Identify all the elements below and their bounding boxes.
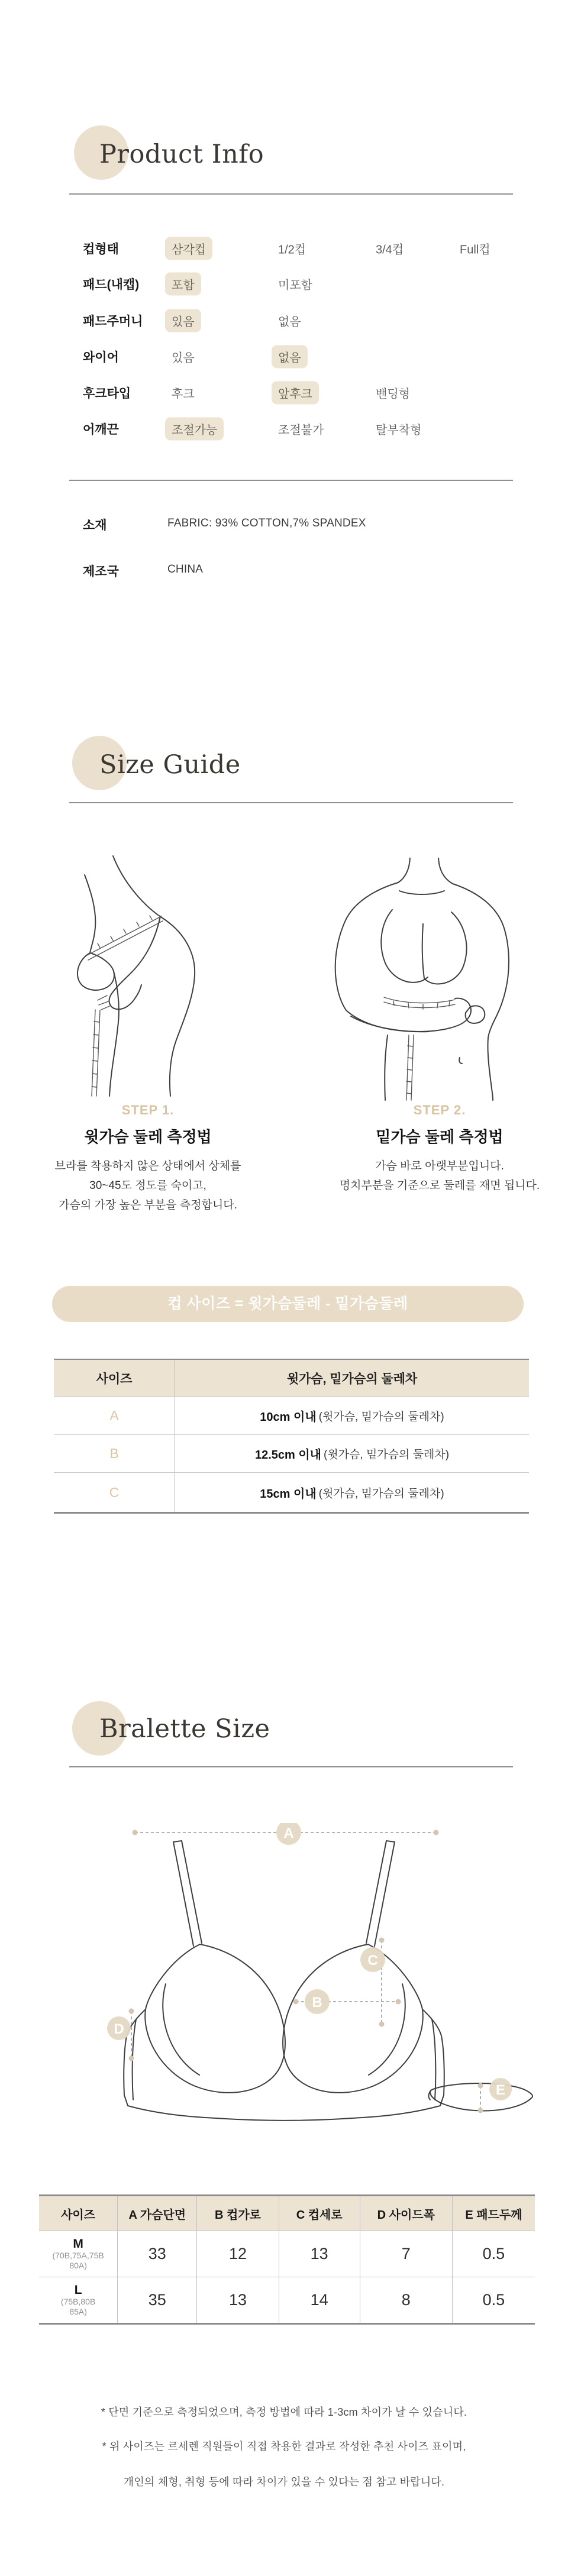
material-label: 소재	[83, 519, 107, 532]
step1-text-block	[21, 1103, 275, 1215]
size-name: M	[73, 2237, 83, 2251]
origin-label: 제조국	[83, 565, 119, 578]
step2-description: 가슴 바로 아랫부분입니다. 명치부분을 기준으로 둘레를 재면 됩니다.	[339, 1160, 540, 1192]
measurement-value: 35	[148, 2291, 166, 2309]
spec-option-selected: 삼각컵	[165, 237, 212, 260]
spec-option-selected: 앞후크	[272, 382, 319, 405]
svg-text:D: D	[114, 2021, 124, 2037]
measurement-value: 14	[310, 2291, 328, 2309]
cup-range-rest: (윗가슴, 밑가슴의 둘레차)	[318, 1411, 444, 1423]
size-sub: 80A)	[69, 2261, 87, 2270]
measurement-value: 13	[228, 2291, 247, 2309]
svg-text:A: A	[283, 1825, 294, 1841]
cup-range-rest: (윗가슴, 밑가슴의 둘레차)	[318, 1487, 444, 1500]
cup-range-rest: (윗가슴, 밑가슴의 둘레차)	[324, 1449, 450, 1461]
spec-row-pad	[0, 273, 568, 295]
table-header-row	[54, 1360, 529, 1397]
cup-range-bold: 10cm 이내	[260, 1411, 317, 1424]
column-header: 사이즈	[61, 2208, 96, 2222]
table-header-row	[39, 2196, 535, 2231]
spec-option: 있음	[172, 351, 195, 365]
column-header: E 패드두께	[465, 2208, 522, 2222]
cup-range-bold: 15cm 이내	[260, 1487, 317, 1501]
spec-option-selected: 있음	[165, 309, 201, 332]
dimension-badge-a	[276, 1823, 301, 1845]
spec-option: 탈부착형	[376, 424, 422, 437]
spec-option: 밴딩형	[376, 387, 410, 401]
spec-label: 후크타입	[83, 387, 131, 400]
step1-heading: 윗가슴 둘레 측정법	[84, 1128, 212, 1146]
spec-option: 없음	[278, 315, 301, 329]
section-divider	[69, 1766, 513, 1767]
measurement-value: 12	[228, 2245, 247, 2263]
spec-row-pad-pocket	[0, 310, 568, 331]
section-divider	[69, 802, 513, 803]
cup-letter: B	[109, 1446, 119, 1461]
column-header: A 가슴단면	[128, 2208, 186, 2222]
dimension-badge-e	[489, 2078, 512, 2100]
product-info-title: Product Info	[99, 140, 264, 169]
section-divider	[69, 480, 513, 481]
svg-text:E: E	[495, 2082, 506, 2098]
size-guide-title: Size Guide	[99, 750, 241, 780]
size-sub: (70B,75A,75B	[52, 2251, 104, 2260]
table-row	[54, 1397, 529, 1434]
measure-step1-illustration	[74, 855, 269, 1097]
svg-text:B: B	[312, 1995, 322, 2011]
column-header: B 컵가로	[215, 2208, 261, 2222]
table-row	[54, 1434, 529, 1472]
spec-option: 조절불가	[278, 424, 324, 437]
size-sub: 85A)	[69, 2307, 87, 2316]
svg-text:C: C	[367, 1953, 378, 1969]
spec-option-selected: 조절가능	[165, 418, 224, 441]
material-value: FABRIC: 93% COTTON,7% SPANDEX	[167, 517, 366, 529]
measure-step2-illustration	[322, 858, 524, 1103]
bralette-size-title: Bralette Size	[99, 1714, 270, 1744]
step2-text-block	[312, 1103, 567, 1195]
size-sub: (75B,80B	[60, 2297, 96, 2306]
spec-row-strap	[0, 418, 568, 439]
dimension-badge-c	[360, 1947, 385, 1972]
section-divider	[69, 193, 513, 195]
spec-option-selected: 포함	[165, 273, 201, 296]
cup-size-formula-banner: 컵 사이즈 = 윗가슴둘레 - 밑가슴둘레	[52, 1286, 524, 1322]
table-row-size-m	[39, 2231, 535, 2277]
spec-label: 패드(내캡)	[83, 278, 140, 292]
spec-option: 미포함	[278, 279, 312, 292]
spec-option: Full컵	[460, 243, 490, 257]
table-row-size-l	[39, 2277, 535, 2323]
size-name: L	[74, 2283, 82, 2297]
spec-label: 와이어	[83, 351, 119, 364]
column-header: 윗가슴, 밑가슴의 둘레차	[286, 1372, 418, 1386]
origin-value: CHINA	[167, 563, 204, 576]
cup-letter: C	[109, 1484, 120, 1500]
step2-heading: 밑가슴 둘레 측정법	[376, 1128, 504, 1146]
cup-range-bold: 12.5cm 이내	[254, 1449, 321, 1462]
dimension-badge-b	[305, 1989, 330, 2014]
spec-row-hook-type	[0, 382, 568, 403]
measurement-value: 0.5	[482, 2245, 505, 2263]
spec-option: 후크	[172, 387, 195, 401]
step1-description: 브라를 착용하지 않은 상태에서 상체를 30~45도 정도를 숙이고, 가슴의 가장 높은 부분을 측정합니다.	[54, 1160, 241, 1211]
dimension-badge-d	[107, 2016, 131, 2040]
spec-label: 컵형태	[83, 243, 119, 256]
column-header: 사이즈	[96, 1372, 133, 1386]
cup-size-table	[54, 1359, 529, 1514]
step1-label: STEP 1.	[121, 1103, 175, 1117]
column-header: C 컵세로	[296, 2208, 343, 2222]
spec-label: 어깨끈	[83, 423, 119, 437]
measurement-value: 13	[310, 2245, 328, 2263]
footnote: * 위 사이즈는 르세렌 직원들이 직접 착용한 결과로 작성한 추천 사이즈 표이며,	[102, 2441, 466, 2452]
column-header: D 사이드폭	[377, 2208, 435, 2222]
spec-row-wire	[0, 346, 568, 367]
measurement-value: 7	[401, 2245, 411, 2263]
footnote: * 단면 기준으로 측정되었으며, 측정 방법에 따라 1-3cm 차이가 날 수 있습니다.	[101, 2406, 467, 2418]
measurement-value: 0.5	[482, 2291, 505, 2309]
footnote: 개인의 체형, 취형 등에 따라 차이가 있을 수 있다는 점 참고 바랍니다.	[123, 2476, 445, 2488]
spec-row-cup-shape	[0, 238, 568, 259]
spec-label: 패드주머니	[83, 315, 143, 328]
measurement-value: 8	[401, 2291, 411, 2309]
spec-option: 3/4컵	[376, 243, 404, 257]
spec-option-selected: 없음	[272, 345, 308, 369]
spec-option: 1/2컵	[278, 243, 306, 257]
cup-letter: A	[109, 1408, 119, 1423]
measurement-value: 33	[148, 2245, 166, 2263]
bralette-measurement-diagram	[77, 1823, 538, 2131]
bralette-size-table	[39, 2194, 535, 2325]
table-row	[54, 1472, 529, 1512]
step2-label: STEP 2.	[413, 1103, 466, 1117]
